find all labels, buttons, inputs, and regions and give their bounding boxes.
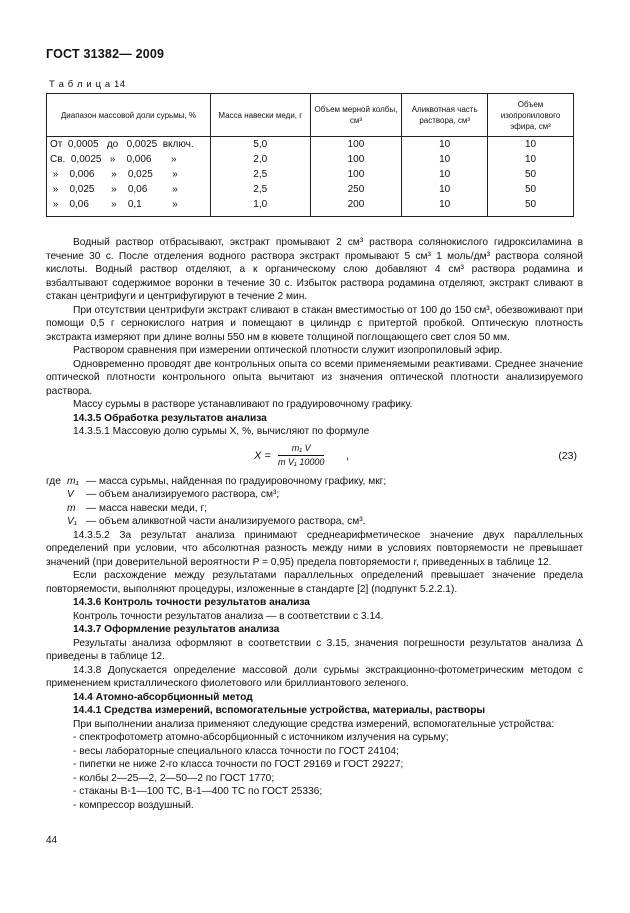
cell-mass: 2,0 — [210, 152, 310, 167]
cell-range: » 0,025 » 0,06 » — [47, 182, 211, 197]
list-item: - компрессор воздушный. — [73, 799, 194, 811]
cell-range: Св. 0,0025 » 0,006 » — [47, 152, 211, 167]
paragraph: 14.3.5.1 Массовую долю сурьмы X, %, вычисляют по формуле — [73, 426, 370, 437]
cell-aliquot: 10 — [402, 197, 488, 217]
cell-range: » 0,06 » 0,1 » — [47, 197, 211, 217]
cell-flask: 250 — [310, 182, 402, 197]
def-where: где — [46, 475, 61, 487]
section-heading: 14.3.5 Обработка результатов анализа — [73, 412, 267, 424]
document-header: ГОСТ 31382— 2009 — [46, 47, 165, 61]
col-header-ether: Объем изопропилового эфира, см³ — [488, 94, 574, 137]
variable-definitions — [46, 475, 583, 529]
def-symbol: V — [67, 489, 74, 500]
paragraph: Контроль точности результатов анализа — в соответствии с 3.14. — [73, 610, 384, 622]
list-item: - стаканы В-1—100 ТС, В-1—400 ТС по ГОСТ 25336; — [73, 786, 323, 797]
cell-ether: 50 — [488, 167, 574, 182]
cell-mass: 2,5 — [210, 182, 310, 197]
list-item: - пипетки не ниже 2-го класса точности по ГОСТ 29169 и ГОСТ 29227; — [73, 759, 404, 770]
paragraph: 14.3.8 Допускается определение массовой доли сурьмы экстракционно-фотометрическим методом с применением кристаллического фиолетового или бриллиантового зеленого. — [46, 664, 583, 689]
section-heading: 14.4 Атомно-абсорбционный метод — [73, 691, 253, 703]
cell-aliquot: 10 — [402, 167, 488, 182]
col-header-aliquot: Аликвотная часть раствора, см³ — [402, 94, 488, 137]
cell-ether: 50 — [488, 197, 574, 217]
equation-number: (23) — [558, 449, 577, 462]
def-text: — объем анализируемого раствора, см³; — [86, 489, 280, 500]
formula-tail: , — [346, 449, 350, 462]
section-heading: 14.3.7 Оформление результатов анализа — [73, 624, 280, 635]
def-text: — объем аликвотной части анализируемого раствора, см³. — [86, 516, 366, 527]
formula — [46, 441, 583, 471]
paragraph: Результаты анализа оформляют в соответствии с 3.15, значения погрешности результатов анализа Δ приведены в таблице 12. — [46, 637, 583, 662]
def-symbol: m₁ — [67, 475, 79, 487]
def-symbol: V₁ — [67, 516, 78, 527]
table-row — [47, 137, 574, 153]
body-text — [46, 236, 583, 812]
table-row — [47, 152, 574, 167]
cell-ether: 50 — [488, 182, 574, 197]
paragraph: При выполнении анализа применяют следующие средства измерений, вспомогательные устройства: — [73, 718, 555, 730]
section-heading: 14.4.1 Средства измерений, вспомогательные устройства, материалы, растворы — [73, 705, 486, 716]
table-caption: Т а б л и ц а 14 — [49, 79, 126, 90]
section-heading: 14.3.6 Контроль точности результатов анализа — [73, 597, 310, 608]
paragraph: Если расхождение между результатами параллельных определений превышает значение предела повторяемости, выполняют процедуры, изложенные в стандарте [2] (подпункт 5.2.2.1). — [46, 570, 583, 595]
table-row — [47, 197, 574, 217]
col-header-mass: Масса навески меди, г — [210, 94, 310, 137]
def-text: — масса сурьмы, найденная по градуировочному графику, мкг; — [86, 475, 387, 487]
list-item: - спектрофотометр атомно-абсорбционный с источником излучения на сурьму; — [73, 732, 449, 743]
cell-flask: 100 — [310, 167, 402, 182]
paragraph: При отсутствии центрифуги экстракт сливают в стакан вместимостью от 100 до 150 см³, обезвоживают при помощи 0,5 г сернокислого натрия и помещают в цилиндр с притертой пробкой. Оптическую плотность экстракта измеряют при длине волны 550 нм в кювете толщиной поглощающего свет слоя 50 мм. — [46, 304, 583, 343]
cell-flask: 100 — [310, 152, 402, 167]
paragraph: Водный раствор отбрасывают, экстракт промывают 2 см³ раствора солянокислого гидроксиламина в течение 30 с. После отделения водного раствора экстракт промывают 5 см³ 1 моль/дм³ раствора соляной кислоты. Водный раствор отделяют, а к органическому слою добавляют 4 см³ раствора родамина и взбалтывают содержимое воронки в течение 30 с. Избыток раствора родамина отделяют, экстракт сливают в стакан центрифуги и центрифугируют в течение 2 мин. — [46, 237, 583, 302]
formula-fraction — [278, 442, 324, 470]
cell-ether: 10 — [488, 152, 574, 167]
cell-aliquot: 10 — [402, 137, 488, 153]
data-table — [46, 93, 574, 217]
cell-aliquot: 10 — [402, 182, 488, 197]
paragraph: Массу сурьмы в растворе устанавливают по градуировочному графику. — [73, 399, 413, 410]
cell-mass: 1,0 — [210, 197, 310, 217]
table-row — [47, 167, 574, 182]
cell-mass: 2,5 — [210, 167, 310, 182]
cell-range: » 0,006 » 0,025 » — [47, 167, 211, 182]
def-symbol: m — [67, 502, 76, 514]
list-item: - колбы 2—25—2, 2—50—2 по ГОСТ 1770; — [73, 772, 275, 784]
formula-denominator: m V₁ 10000 — [278, 457, 325, 467]
cell-ether: 10 — [488, 137, 574, 153]
paragraph: Одновременно проводят две контрольных опыта со всеми применяемыми реактивами. Среднее значение оптической плотности контрольного опыта вычитают из значения оптической плотности анализируемого раствора. — [46, 358, 583, 397]
cell-flask: 200 — [310, 197, 402, 217]
col-header-flask: Объем мерной колбы, см³ — [310, 94, 402, 137]
cell-flask: 100 — [310, 137, 402, 153]
cell-mass: 5,0 — [210, 137, 310, 153]
col-header-range: Диапазон массовой доли сурьмы, % — [47, 94, 211, 137]
formula-numerator: m₁ V — [278, 442, 324, 457]
table-row — [47, 182, 574, 197]
cell-aliquot: 10 — [402, 152, 488, 167]
formula-lhs: X = — [254, 449, 271, 462]
list-item: - весы лабораторные специального класса точности по ГОСТ 24104; — [73, 745, 399, 757]
cell-range: От 0,0005 до 0,0025 включ. — [47, 137, 211, 153]
page-number: 44 — [46, 835, 58, 846]
paragraph: Раствором сравнения при измерении оптической плотности служит изопропиловый эфир. — [73, 345, 503, 356]
def-text: — масса навески меди, г; — [86, 502, 207, 514]
paragraph: 14.3.5.2 За результат анализа принимают среднеарифметическое значение двух параллельных определений при условии, что абсолютная разность между ними в условиях повторяемости не превышает значений (при доверительной вероятности P = 0,95) предела повторяемости r, приведенных в таблице 12. — [46, 529, 583, 568]
